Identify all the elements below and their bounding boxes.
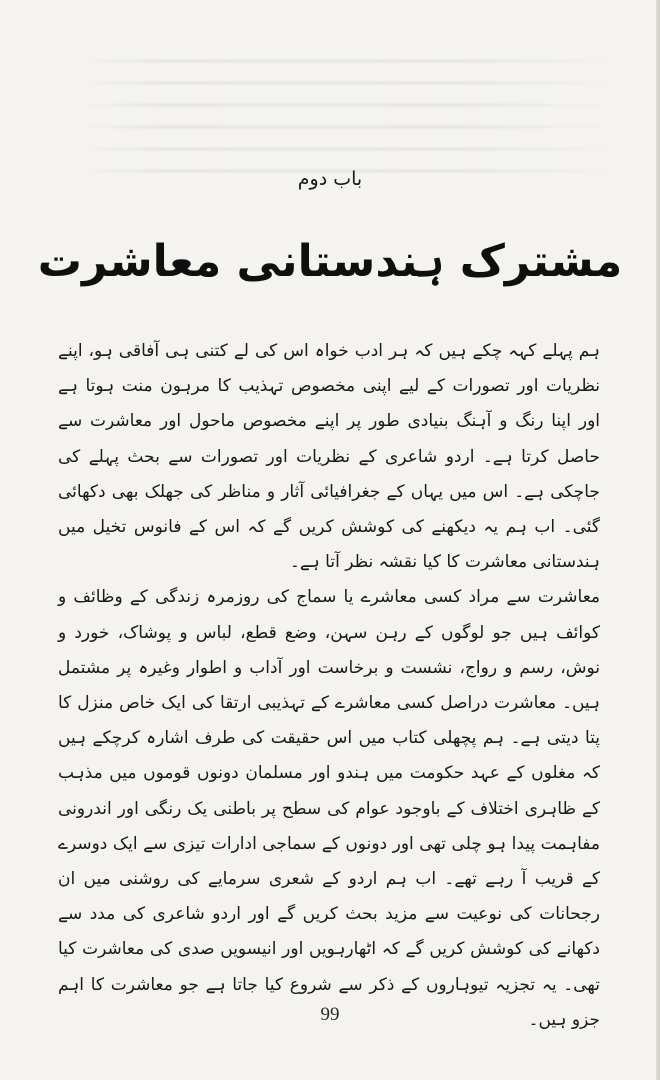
paragraph: معاشرت سے مراد کسی معاشرے یا سماج کی روزمرہ زندگی کے وظائف و کوائف ہیں جو لوگوں کے رہن سہن، وضع قطع، لباس و پوشاک، خورد و نوش، رسم و رواج، نشست و برخاست اور آداب و اطوار وغیرہ پر مشتمل ہیں۔ معاشرت دراصل کسی معاشرے کے تہذیبی ارتقا کی ایک خاص منزل کا پتا دیتی ہے۔ ہم پچھلی کتاب میں اس حقیقت کی طرف اشارہ کرچکے ہیں کہ مغلوں کے عہد حکومت میں ہندو اور مسلمان دونوں قوموں میں مذہب کے ظاہری اختلاف کے باوجود عوام کی سطح پر باطنی یک رنگی اور اندرونی مفاہمت پیدا ہو چلی تھی اور دونوں کے سماجی ادارات تیزی سے ایک دوسرے کے قریب آ رہے تھے۔ اب ہم اردو کے شعری سرمایے کی روشنی میں ان رجحانات کی نوعیت سے مزید بحث کریں گے اور اردو شاعری کی مدد سے دکھانے کی کوشش کریں گے کہ اٹھارہویں اور انیسویں صدی کی معاشرت کیا تھی۔ یہ تجزیہ تیوہاروں کے ذکر سے شروع کیا جاتا ہے جو معاشرت کا اہم جزو ہیں۔: [58, 587, 600, 1030]
bleed-line: [80, 126, 620, 128]
paragraph: ہم پہلے کہہ چکے ہیں کہ ہر ادب خواہ اس کی لے کتنی ہی آفاقی ہو، اپنے نظریات اور تصورات کے لیے اپنی مخصوص تہذیب کا مرہون منت ہوتا ہے اور اپنا رنگ و آہنگ بنیادی طور پر اپنے مخصوص ماحول اور معاشرت سے حاصل کرتا ہے۔ اردو شاعری کے نظریات اور تصورات سے بحث پہلے کی جاچکی ہے۔ اس میں یہاں کے جغرافیائی آثار و مناظر کی جھلک بھی دکھائی گئی۔ اب ہم یہ دیکھنے کی کوشش کریں گے کہ اس کے فانوس تخیل میں ہندستانی معاشرت کا کیا نقشہ نظر آتا ہے۔: [58, 341, 600, 573]
body-text: [58, 334, 600, 1038]
chapter-label: باب دوم: [297, 168, 363, 190]
bleed-line: [80, 148, 620, 150]
bleed-line: [80, 82, 620, 84]
bleed-line: [80, 104, 620, 106]
bleed-line: [80, 60, 620, 62]
bleed-through-text: [80, 40, 620, 240]
chapter-title: مشترک ہندستانی معاشرت: [37, 236, 623, 287]
page-edge: [656, 0, 660, 1080]
page-number: 99: [320, 1004, 340, 1025]
